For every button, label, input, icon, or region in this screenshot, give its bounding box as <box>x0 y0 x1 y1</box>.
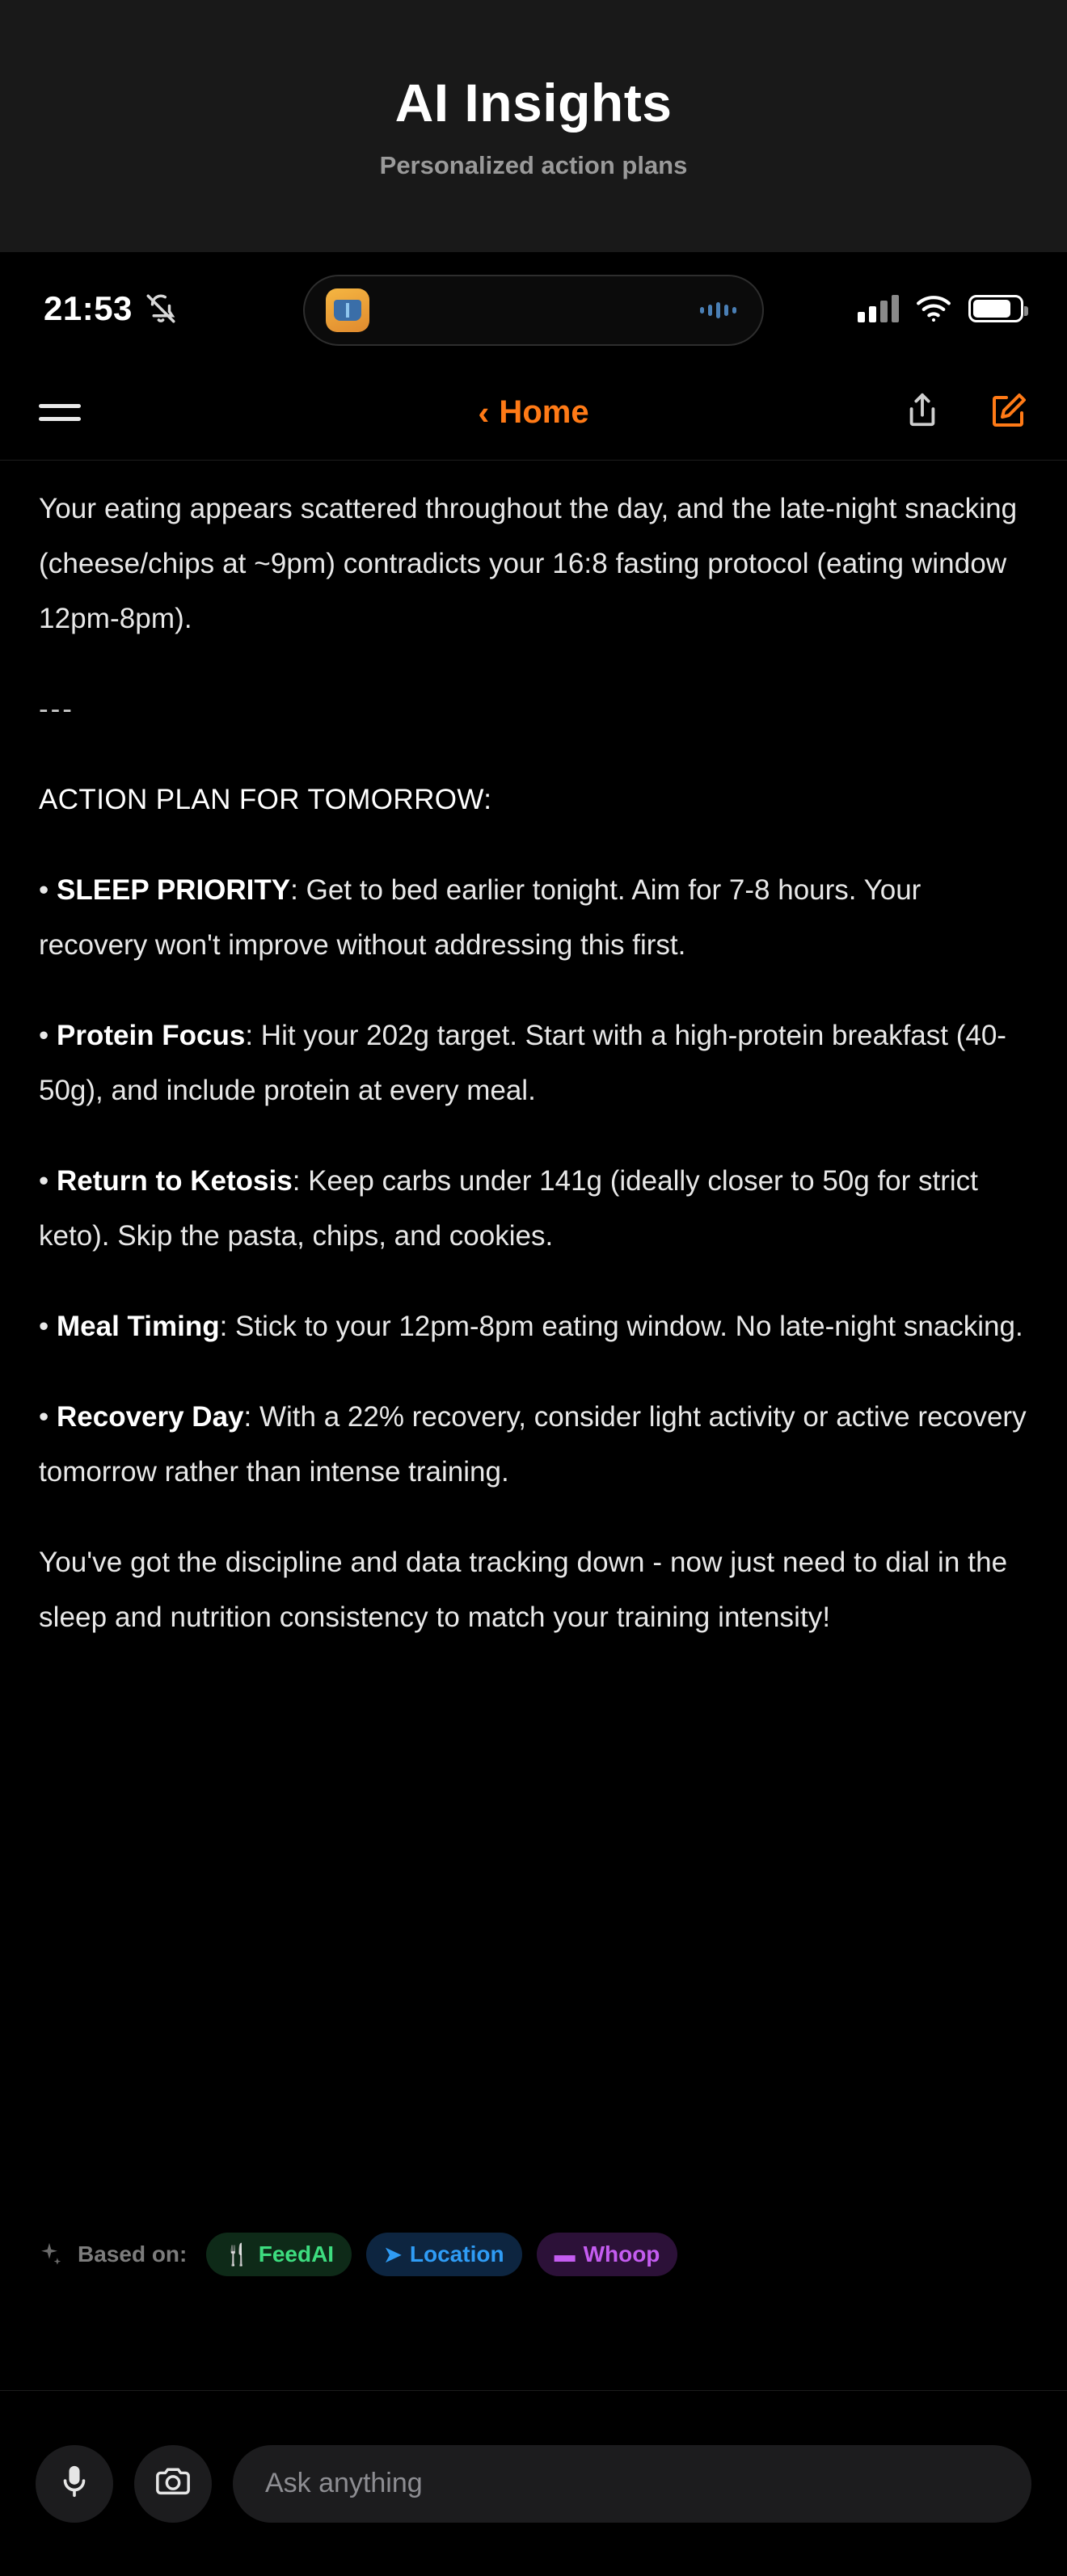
nav-bar <box>0 365 1067 461</box>
bullet-text: : Hit your 202g target. Start with a high-protein breakfast (40-50g), and include protein at every meal. <box>39 1020 1006 1106</box>
microphone-icon <box>58 2463 91 2504</box>
bullet-title: Meal Timing <box>56 1311 220 1342</box>
location-arrow-icon: ➤ <box>384 2242 402 2267</box>
list-item: • Meal Timing: Stick to your 12pm-8pm eating window. No late-night snacking. <box>39 1311 1023 1342</box>
back-home-button[interactable] <box>478 394 588 431</box>
battery-icon <box>968 295 1023 322</box>
action-plan-heading: ACTION PLAN FOR TOMORROW: <box>39 784 492 815</box>
based-on-label: Based on: <box>78 2241 188 2267</box>
whoop-band-icon: ▬ <box>554 2242 576 2267</box>
microphone-button[interactable] <box>36 2445 113 2523</box>
page-subtitle: Personalized action plans <box>379 151 688 179</box>
chip-label: Whoop <box>583 2241 660 2267</box>
audio-waveform-icon <box>700 302 741 318</box>
intro-paragraph: Your eating appears scattered throughout the day, and the late-night snacking (cheese/chips at ~9pm) contradicts your 16:8 fasting protocol (eating window 12pm-8pm). <box>39 493 1018 634</box>
bullet-text: : Stick to your 12pm-8pm eating window. No late-night snacking. <box>219 1311 1023 1342</box>
bullet-text: : With a 22% recovery, consider light activity or active recovery tomorrow rather than intense training. <box>39 1401 1027 1488</box>
bullet-title: Return to Ketosis <box>56 1165 293 1197</box>
status-indicators <box>858 295 1023 322</box>
source-chip-location[interactable] <box>366 2233 521 2276</box>
wifi-icon <box>915 295 952 322</box>
dynamic-island[interactable] <box>303 275 764 346</box>
list-item: • Return to Ketosis: Keep carbs under 141g (ideally closer to 50g for strict keto). Skip the pasta, chips, and cookies. <box>39 1165 978 1252</box>
camera-button[interactable] <box>134 2445 212 2523</box>
camera-icon <box>154 2465 192 2502</box>
chip-label: Location <box>409 2241 504 2267</box>
compose-icon[interactable] <box>989 391 1028 434</box>
source-chip-feedai[interactable] <box>206 2233 352 2276</box>
bullet-title: Recovery Day <box>56 1401 244 1433</box>
chevron-left-icon: ‹ <box>478 393 490 431</box>
bullet-title: SLEEP PRIORITY <box>56 874 291 906</box>
closing-paragraph: You've got the discipline and data tracking down - now just need to dial in the sleep and nutrition consistency to match your training intensity! <box>39 1547 1008 1633</box>
status-time: 21:53 <box>44 289 133 327</box>
insight-content <box>0 461 1067 2214</box>
input-placeholder: Ask anything <box>265 2468 423 2498</box>
bell-slash-icon <box>144 292 178 326</box>
based-on-row <box>0 2216 1067 2293</box>
share-icon[interactable] <box>904 390 941 435</box>
text-divider: --- <box>39 693 74 725</box>
bullet-text: : Keep carbs under 141g (ideally closer to 50g for strict keto). Skip the pasta, chips, and cookies. <box>39 1165 978 1252</box>
list-item: • Recovery Day: With a 22% recovery, consider light activity or active recovery tomorrow rather than intense training. <box>39 1401 1027 1488</box>
ask-anything-input[interactable] <box>233 2445 1031 2523</box>
status-bar <box>0 252 1067 365</box>
page-title: AI Insights <box>394 73 673 133</box>
list-item: • SLEEP PRIORITY: Get to bed earlier tonight. Aim for 7-8 hours. Your recovery won't improve without addressing this first. <box>39 874 922 961</box>
cellular-signal-icon <box>858 295 899 322</box>
bullet-title: Protein Focus <box>56 1020 246 1051</box>
app-icon <box>326 288 369 332</box>
nav-title: Home <box>499 394 589 430</box>
hamburger-menu-icon[interactable] <box>39 404 81 421</box>
page-banner <box>0 0 1067 252</box>
composer-bar <box>0 2390 1067 2576</box>
cutlery-icon: 🍴 <box>224 2242 251 2267</box>
chip-label: FeedAI <box>258 2241 335 2267</box>
bullet-text: : Get to bed earlier tonight. Aim for 7-8 hours. Your recovery won't improve without addressing this first. <box>39 874 922 961</box>
source-chip-whoop[interactable] <box>537 2233 678 2276</box>
list-item: • Protein Focus: Hit your 202g target. Start with a high-protein breakfast (40-50g), and include protein at every meal. <box>39 1020 1006 1106</box>
sparkle-icon <box>36 2241 63 2268</box>
